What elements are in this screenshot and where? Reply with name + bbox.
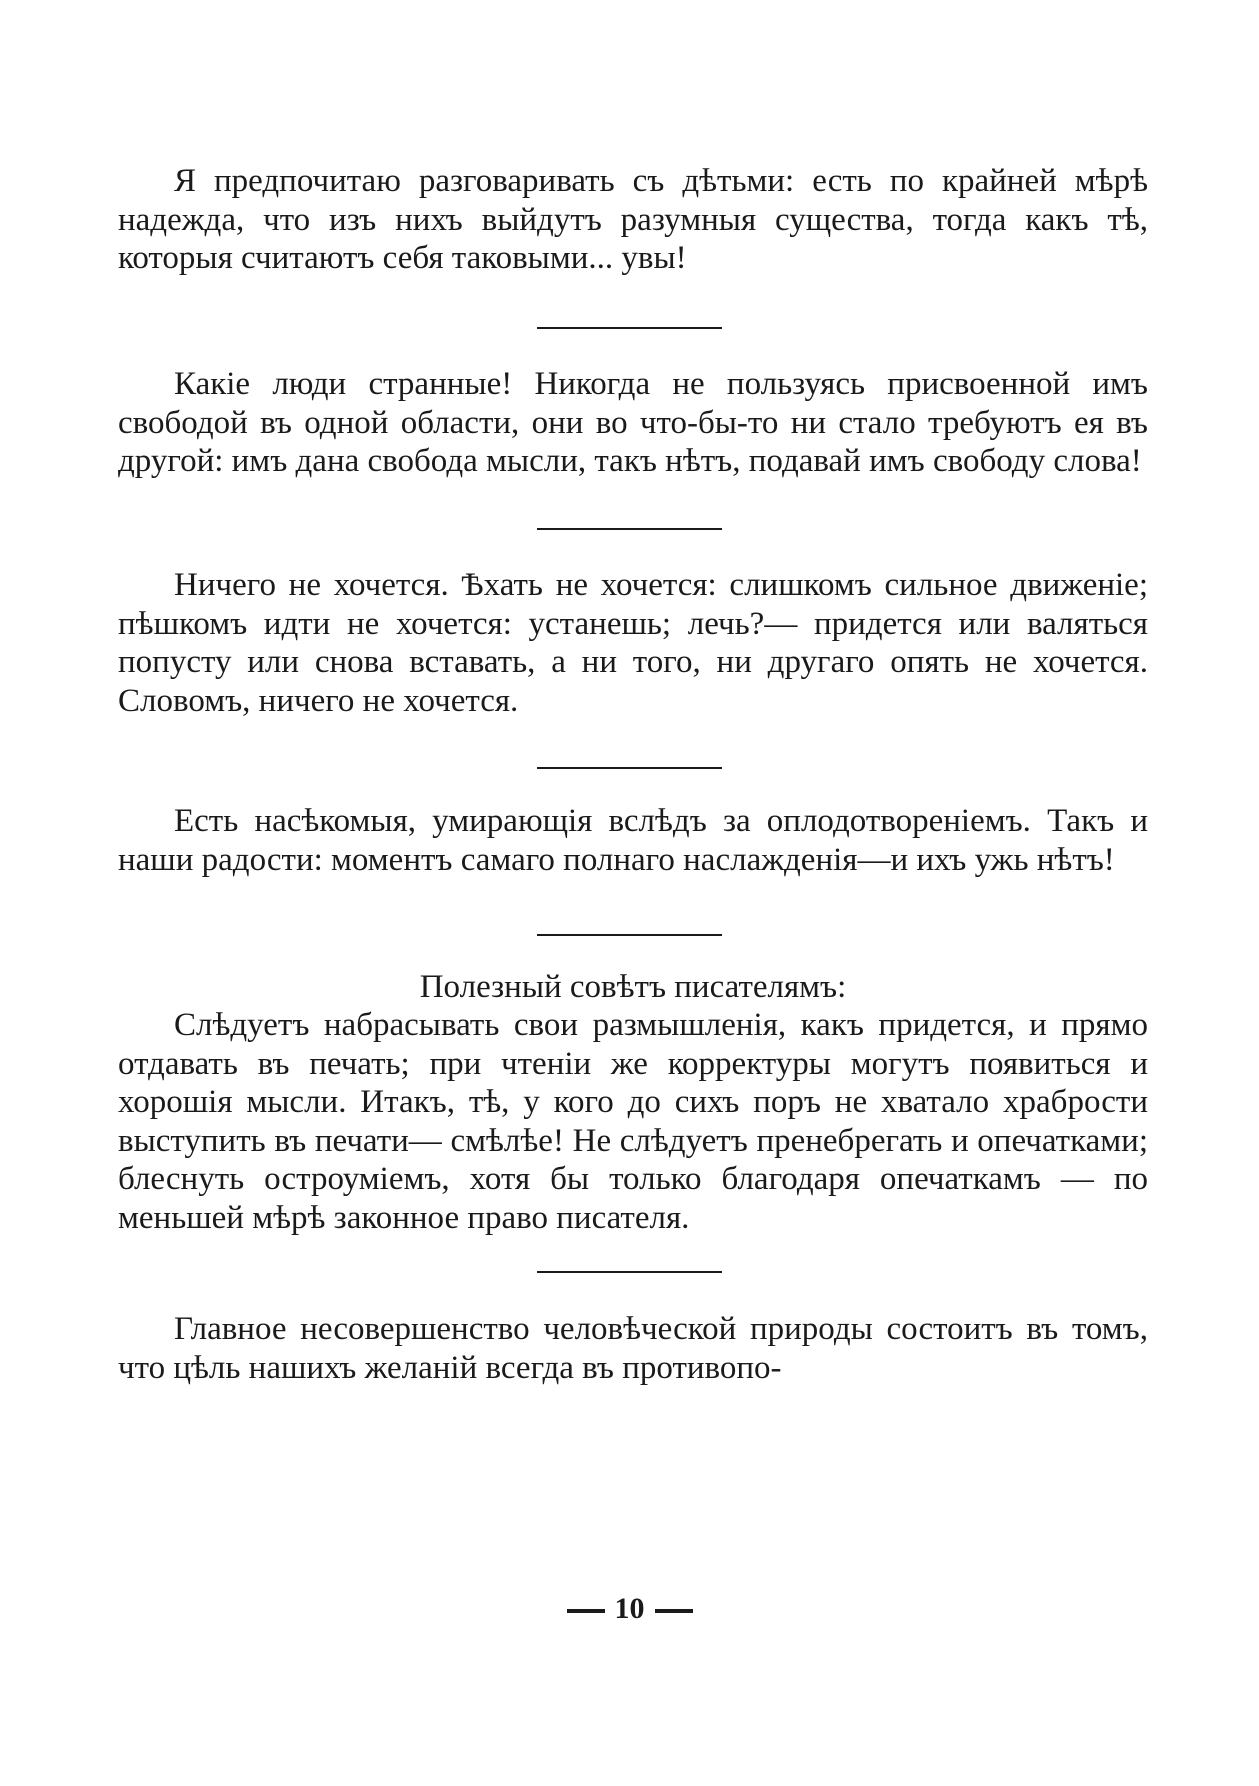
paragraph-children: Я предпочитаю разговаривать съ дѣтьми: есть по крайней мѣрѣ надежда, что изъ нихъ выйдутъ разумныя существа, тогда какъ тѣ, которыя считаютъ себя таковыми... увы! — [118, 163, 1148, 276]
paragraph-imperfection: Главное несовершенство человѣческой природы состоитъ въ томъ, что цѣль нашихъ желаній всегда въ противопо- — [118, 1311, 1148, 1386]
dash-right — [655, 1609, 693, 1613]
section-divider — [537, 1271, 722, 1273]
paragraph-insects: Есть насѣкомыя, умирающія вслѣдъ за оплодотвореніемъ. Такъ и наши радости: моментъ самаго полнаго наслажденія—и ихъ ужь нѣтъ! — [118, 803, 1148, 878]
page-number-value: 10 — [614, 1592, 645, 1625]
page-number — [0, 1592, 1259, 1626]
section-divider — [537, 767, 722, 769]
section-divider — [537, 528, 722, 530]
section-heading: Полезный совѣтъ писателямъ: — [419, 969, 847, 1005]
paragraph-freedom: Какіе люди странные! Никогда не пользуясь присвоенной имъ свободой въ одной области, они во что-бы-то ни стало требуютъ ея въ другой: имъ дана свобода мысли, такъ нѣтъ, подавай имъ свободу слова! — [118, 366, 1148, 479]
dash-left — [567, 1609, 605, 1613]
paragraph-nothing-wanted: Ничего не хочется. Ѣхать не хочется: слишкомъ сильное движеніе; пѣшкомъ идти не хочется: устанешь; лечь?— придется или валяться попусту или снова вставать, а ни того, ни другаго опять не хочется. Словомъ, ничего не хочется. — [118, 567, 1148, 719]
paragraph-advice-writers: Слѣдуетъ набрасывать свои размышленія, какъ придется, и прямо отдавать въ печать; при чтеніи же корректуры могутъ появиться и хорошія мысли. Итакъ, тѣ, у кого до сихъ поръ не хватало храбрости выступить въ печати— смѣлѣе! Не слѣдуетъ пренебрегать и опечатками; блеснуть остроуміемъ, хотя бы только благодаря опечаткамъ — по меньшей мѣрѣ законное право писателя. — [118, 1007, 1148, 1236]
section-divider — [537, 327, 722, 329]
section-divider — [537, 934, 722, 936]
